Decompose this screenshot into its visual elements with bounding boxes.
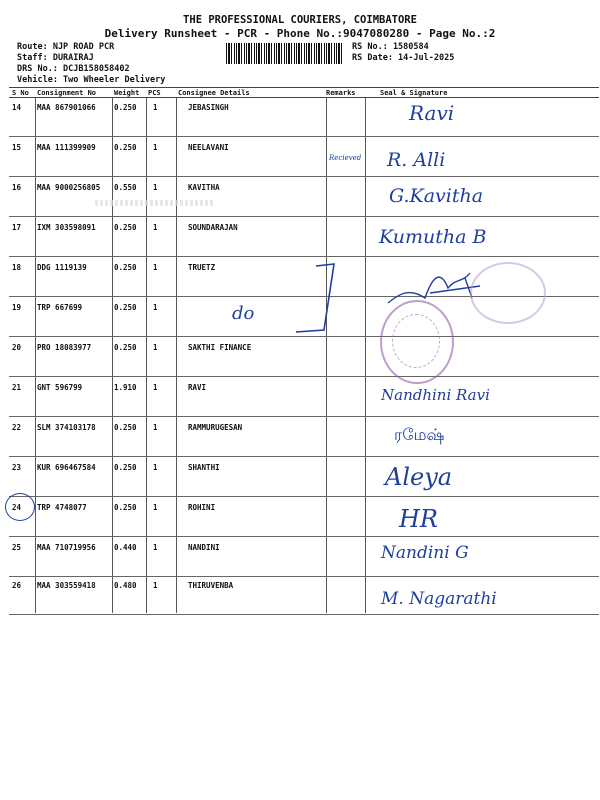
row-weight: 0.250 [114, 263, 137, 272]
row-consignment: MAA 9000256805 [37, 183, 101, 192]
row-consignment: GNT 596799 [37, 383, 83, 392]
vehicle-label: Vehicle: Two Wheeler Delivery [17, 75, 166, 85]
row-pcs: 1 [153, 303, 158, 312]
table-row [9, 417, 599, 457]
col-header-consignment: Consignment No [37, 89, 97, 97]
row-consignee: SOUNDARAJAN [188, 223, 238, 232]
table-row [9, 97, 599, 137]
staff-label: Staff: DURAIRAJ [17, 53, 94, 63]
company-title: THE PROFESSIONAL COURIERS, COIMBATORE [183, 14, 417, 26]
row-consignment: TRP 4748077 [37, 503, 87, 512]
row-consignment: KUR 696467584 [37, 463, 96, 472]
row-consignment: MAA 867901066 [37, 103, 96, 112]
table-row [9, 137, 599, 177]
row-consignment: IXM 303598091 [37, 223, 96, 232]
table-row [9, 177, 599, 217]
table-row [9, 217, 599, 257]
row-sno: 23 [12, 463, 22, 472]
row-consignment: MAA 303559418 [37, 581, 96, 590]
row-consignment: DDG 1119139 [37, 263, 87, 272]
row-consignee: SHANTHI [188, 463, 220, 472]
row-sno: 19 [12, 303, 22, 312]
row-consignee: NEELAVANI [188, 143, 229, 152]
row-pcs: 1 [153, 463, 158, 472]
row-signature: M. Nagarathi [381, 589, 497, 609]
row-weight: 1.910 [114, 383, 137, 392]
row-consignee: JEBASINGH [188, 103, 229, 112]
col-header-consignee: Consignee Details [178, 89, 250, 97]
rs-number: RS No.: 1580584 [352, 42, 429, 52]
row-weight: 0.440 [114, 543, 137, 552]
seal-stamp [470, 262, 546, 324]
faded-print-mark [95, 200, 215, 206]
col-header-pcs: PCS [148, 89, 161, 97]
table-row [9, 537, 599, 577]
route-label: Route: NJP ROAD PCR [17, 42, 115, 52]
row-weight: 0.480 [114, 581, 137, 590]
col-header-remarks: Remarks [326, 89, 356, 97]
row-signature: Nandhini Ravi [381, 386, 490, 404]
row-signature: ரமேஷ் [394, 425, 445, 444]
row-signature: Ravi [409, 101, 455, 125]
col-header-sno: S No [12, 89, 29, 97]
row-pcs: 1 [153, 543, 158, 552]
row-signature: Nandini G [381, 543, 469, 563]
row-consignee: TRUETZ [188, 263, 216, 272]
row-consignee: NANDINI [188, 543, 220, 552]
row-sno: 15 [12, 143, 22, 152]
row-sno: 24 [12, 503, 22, 512]
row-pcs: 1 [153, 103, 158, 112]
row-pcs: 1 [153, 503, 158, 512]
row-consignment: MAA 111399909 [37, 143, 96, 152]
row-signature: Aleya [385, 463, 453, 491]
handwritten-bracket [290, 258, 350, 338]
row-consignment: SLM 374103178 [37, 423, 96, 432]
table-row [9, 497, 599, 537]
row-pcs: 1 [153, 581, 158, 590]
handwritten-circle [5, 493, 35, 521]
row-sno: 25 [12, 543, 22, 552]
row-sno: 21 [12, 383, 22, 392]
row-consignee: RAMMURUGESAN [188, 423, 243, 432]
col-header-weight: Weight [114, 89, 140, 97]
runsheet-subtitle: Delivery Runsheet - PCR - Phone No.:9047080280 - Page No.:2 [104, 27, 496, 40]
table-row [9, 377, 599, 417]
drs-number: DRS No.: DCJB158058402 [17, 64, 130, 74]
seal-stamp-inner [392, 314, 440, 368]
table-row [9, 457, 599, 497]
row-consignment: TRP 667699 [37, 303, 83, 312]
row-weight: 0.250 [114, 423, 137, 432]
row-signature: Kumutha B [379, 226, 487, 248]
row-signature: R. Alli [387, 149, 446, 171]
row-pcs: 1 [153, 383, 158, 392]
row-weight: 0.250 [114, 103, 137, 112]
row-sno: 18 [12, 263, 22, 272]
row-consignee: KAVITHA [188, 183, 220, 192]
row-consignment: PRO 18083977 [37, 343, 92, 352]
row-pcs: 1 [153, 223, 158, 232]
row-pcs: 1 [153, 143, 158, 152]
row-sno: 20 [12, 343, 22, 352]
row-sno: 17 [12, 223, 22, 232]
row-consignment: MAA 710719956 [37, 543, 96, 552]
row-sno: 14 [12, 103, 22, 112]
row-weight: 0.250 [114, 463, 137, 472]
col-header-signature: Seal & Signature [380, 89, 448, 97]
row-consignee: THIRUVENBA [188, 581, 234, 590]
row-weight: 0.250 [114, 503, 137, 512]
row-weight: 0.250 [114, 343, 137, 352]
rs-date: RS Date: 14-Jul-2025 [352, 53, 455, 63]
barcode-image [226, 43, 344, 64]
row-pcs: 1 [153, 183, 158, 192]
row-weight: 0.250 [114, 223, 137, 232]
row-pcs: 1 [153, 423, 158, 432]
row-sno: 26 [12, 581, 22, 590]
row-sno: 16 [12, 183, 22, 192]
row-remark: Recieved [329, 154, 362, 162]
row-remark: do [232, 303, 255, 324]
row-consignee: SAKTHI FINANCE [188, 343, 252, 352]
row-pcs: 1 [153, 343, 158, 352]
table-row [9, 337, 599, 377]
row-pcs: 1 [153, 263, 158, 272]
row-consignee: ROHINI [188, 503, 216, 512]
row-weight: 0.250 [114, 143, 137, 152]
header-top-rule [9, 87, 599, 88]
row-weight: 0.550 [114, 183, 137, 192]
table-row [9, 575, 599, 615]
row-sno: 22 [12, 423, 22, 432]
row-consignee: RAVI [188, 383, 207, 392]
row-weight: 0.250 [114, 303, 137, 312]
row-signature: HR [399, 505, 438, 533]
row-signature: G.Kavitha [389, 185, 484, 207]
